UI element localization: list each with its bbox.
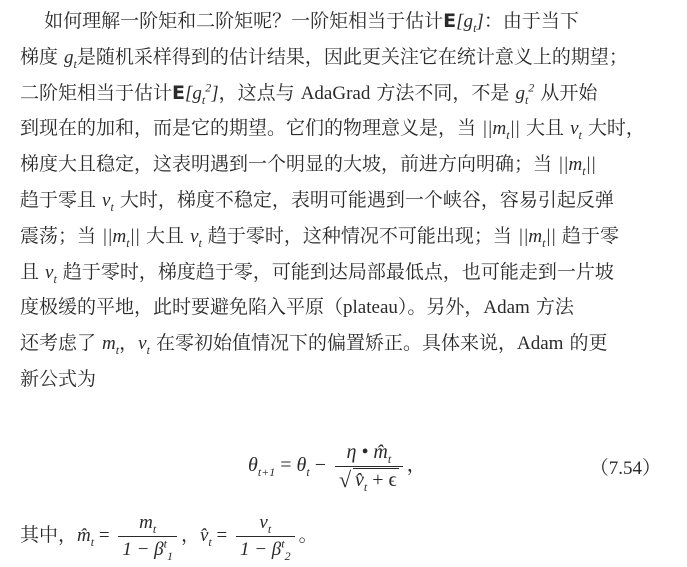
equation-number: （7.54） (589, 458, 661, 479)
vhat-sub: t (363, 480, 368, 494)
vhat-sub-where: t (208, 534, 212, 549)
paragraph-line (20, 151, 675, 178)
v-den: 1 − β (239, 539, 282, 560)
m-num: m (139, 512, 153, 533)
math-subscript: t (201, 92, 206, 107)
math-symbol: || (545, 225, 556, 247)
math-superscript: 2 (205, 80, 212, 95)
math-symbol: m (102, 333, 116, 355)
text-run: 梯度大且稳定，这表明遇到一个明显的大坡，前进方向明确；当 (20, 153, 559, 176)
text-run: ：由于当下 (483, 10, 579, 32)
text-run: 在零初始值情况下的偏置矫正。具体来说， (149, 332, 517, 355)
expectation-symbol: E (172, 81, 185, 104)
theta-t: θ (296, 454, 307, 477)
equals-2: = (211, 524, 232, 546)
where-end: 。 (298, 523, 318, 546)
v-den-sub: 2 (284, 548, 291, 563)
numerator-sub: t (387, 452, 392, 466)
fraction-numerator (342, 441, 395, 466)
math-symbol: [g (185, 82, 202, 104)
paragraph-line (20, 187, 675, 214)
math-symbol: ||m (517, 225, 543, 247)
latin-term: Adam (516, 333, 564, 355)
theta-lhs: θ (248, 454, 258, 477)
math-symbol: ||m (102, 225, 127, 247)
math-subscript: t (578, 128, 582, 143)
math-subscript: t (198, 235, 202, 250)
fraction-denominator (335, 466, 403, 492)
math-symbol: v (102, 190, 111, 211)
paragraph-line (20, 259, 675, 286)
math-symbol: g (64, 46, 74, 68)
math-symbol: ||m (482, 118, 507, 140)
math-symbol: ] (476, 11, 484, 32)
text-run: 且 (20, 260, 46, 283)
where-prefix: 其中， (20, 523, 78, 546)
v-num: v (259, 512, 268, 533)
paragraph-line (20, 115, 675, 142)
math-subscript: t (506, 128, 510, 143)
math-symbol: || (585, 154, 597, 176)
text-run: 趋于零且 (20, 189, 103, 211)
math-subscript: t (126, 235, 130, 250)
math-symbol: v (138, 333, 147, 355)
vhat-numerator (255, 512, 275, 536)
mhat-fraction (118, 512, 177, 561)
paragraph-line (20, 330, 675, 357)
paragraph-line (20, 223, 675, 250)
math-subscript: t (542, 235, 546, 250)
text-run: 如何理解一阶矩和二阶矩呢？一阶矩相当于估计 (20, 10, 444, 32)
v-den-sup: t (281, 536, 285, 551)
paragraph-line (20, 44, 675, 71)
paragraph-line (20, 294, 675, 321)
text-run: 方法不同，不是 (370, 81, 516, 104)
text-run: 度极缓的平地，此时要避免陷入平原（ (20, 296, 344, 319)
latin-term: plateau (343, 297, 398, 319)
text-run: 趋于零时，梯度趋于零，可能到达局部最低点，也可能走到一片坡 (56, 260, 614, 283)
text-run: 到现在的加和，而是它的期望。它们的物理意义是，当 (20, 117, 483, 140)
math-superscript: 2 (528, 80, 535, 95)
plus-epsilon: + ϵ (367, 469, 397, 491)
text-run: 新公式为 (20, 368, 97, 390)
text-run: 方法 (529, 296, 574, 319)
vhat-denominator (236, 536, 295, 561)
math-symbol: || (129, 225, 141, 247)
math-subscript: t (115, 342, 120, 357)
math-symbol: v (45, 261, 54, 283)
text-run: 震荡；当 (20, 224, 103, 247)
vhat-text: v̂ (355, 469, 364, 491)
text-run: ， (119, 332, 139, 355)
theta-lhs-sub: t+1 (257, 465, 276, 480)
math-subscript: t (146, 342, 150, 357)
text-run: 的更 (563, 332, 608, 355)
text-run: 梯度 (20, 45, 65, 68)
text-run: ）。另外， (397, 296, 484, 319)
math-symbol: || (509, 118, 521, 140)
math-symbol: [g (456, 11, 474, 32)
mhat: m̂ (77, 524, 91, 546)
text-run: 大且 (520, 117, 571, 140)
text-run: 是随机采样得到的估计结果，因此更关注它在统计意义上的期望； (76, 45, 628, 68)
math-subscript: t (473, 20, 477, 35)
radical-sign-icon: √ (339, 467, 352, 492)
text-run: 大时， (581, 117, 645, 140)
expectation-symbol: E (443, 10, 457, 32)
text-run: 大时，梯度不稳定，表明可能遇到一个峡谷，容易引起反弹 (113, 189, 614, 211)
text-run: 二阶矩相当于估计 (20, 81, 173, 104)
update-fraction (335, 441, 403, 492)
paragraph-line (20, 366, 675, 392)
math-symbol: v (190, 225, 199, 247)
minus-sign: − (309, 454, 331, 477)
math-subscript: t (110, 199, 114, 214)
m-den-sub: 1 (166, 548, 173, 563)
paragraph-line (20, 80, 675, 107)
paragraph-line (20, 8, 675, 35)
v-num-sub: t (267, 521, 272, 536)
math-subscript: t (73, 56, 77, 71)
equation-comma: ， (406, 454, 427, 477)
mhat-sub: t (90, 534, 95, 549)
latin-term: AdaGrad (300, 82, 371, 104)
vhat-fraction (236, 512, 295, 561)
mhat-numerator (135, 512, 160, 536)
where-line (20, 512, 318, 561)
where-sep: ， (180, 524, 200, 546)
radicand (353, 468, 399, 494)
math-subscript: t (582, 163, 586, 178)
text-run: 从开始 (534, 81, 598, 104)
text-run: 大且 (140, 224, 191, 247)
equation-7-54 (20, 433, 675, 513)
equals-sign: = (275, 454, 297, 477)
math-subscript: t (53, 271, 57, 286)
equals-1: = (94, 524, 115, 546)
numerator-text: η • m̂ (346, 441, 388, 463)
m-den-sup: t (163, 536, 167, 551)
latin-term: Adam (483, 297, 530, 319)
text-run: 还考虑了 (20, 332, 103, 355)
math-subscript: t (524, 92, 529, 107)
math-symbol: v (570, 118, 579, 140)
m-den: 1 − β (122, 539, 164, 560)
square-root (339, 469, 399, 492)
math-symbol: ] (211, 82, 219, 104)
m-num-sub: t (152, 521, 157, 536)
theta-t-sub: t (306, 465, 310, 480)
equation-body (248, 441, 427, 492)
math-symbol: ||m (558, 154, 583, 176)
text-run: 趋于零 (555, 224, 619, 247)
text-run: 趋于零时，这种情况不可能出现；当 (201, 224, 518, 247)
vhat: v̂ (199, 524, 209, 546)
math-symbol: g (515, 82, 525, 104)
text-run: ，这点与 (218, 81, 301, 104)
mhat-denominator (118, 536, 177, 561)
